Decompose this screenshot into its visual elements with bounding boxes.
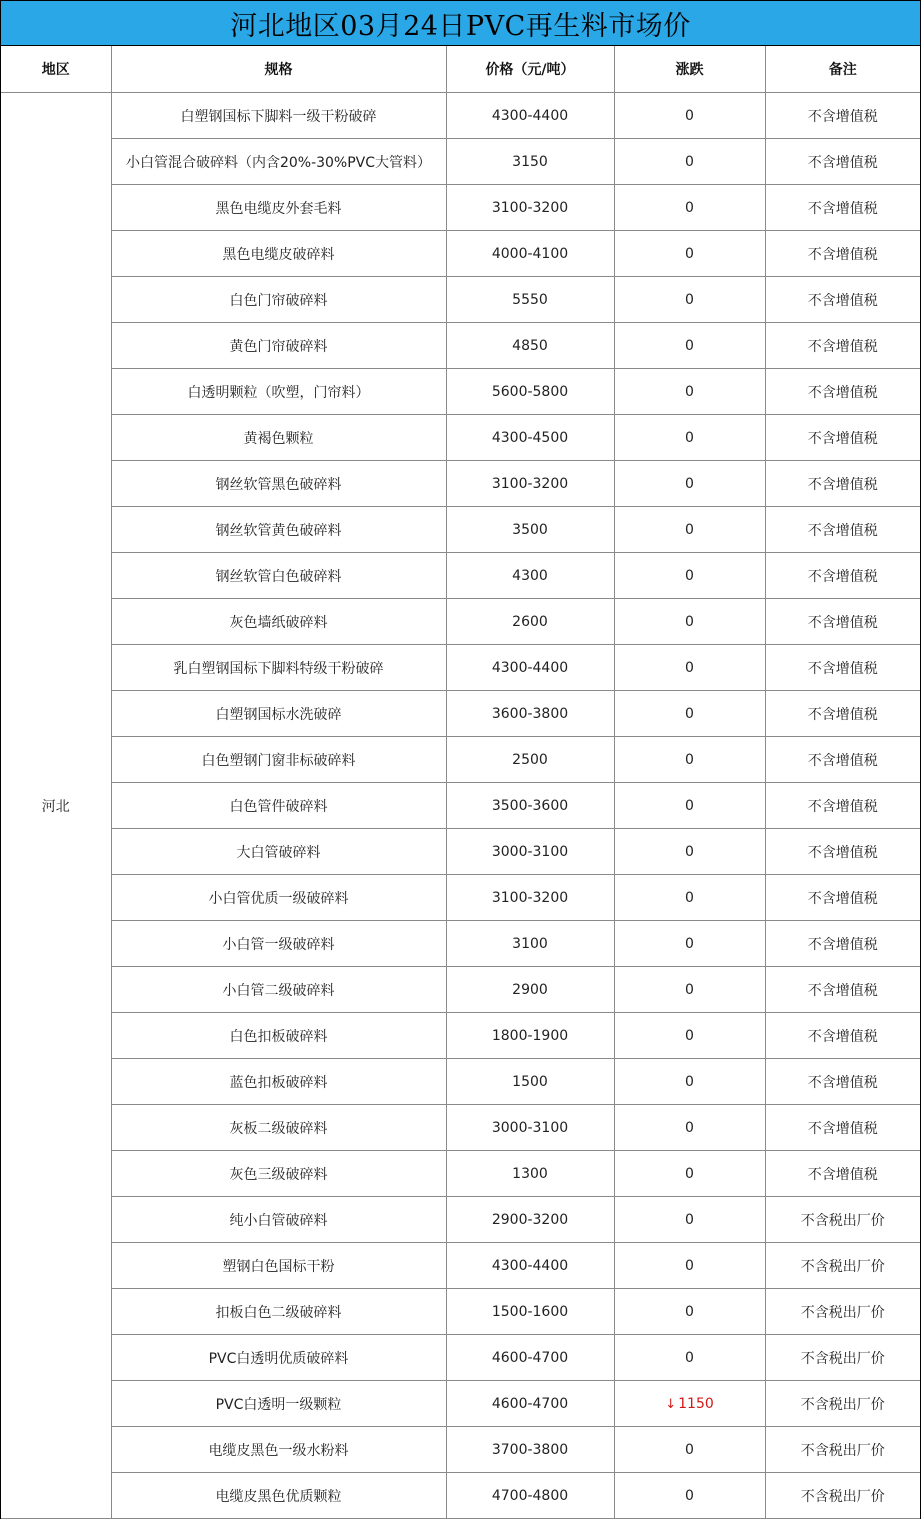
spec-cell: 白色门帘破碎料 bbox=[111, 277, 446, 323]
table-row bbox=[1, 1289, 920, 1335]
note-cell: 不含增值税 bbox=[765, 553, 920, 599]
spec-cell: PVC白透明一级颗粒 bbox=[111, 1381, 446, 1427]
spec-cell: 白塑钢国标下脚料一级干粉破碎 bbox=[111, 93, 446, 139]
spec-cell: 黄色门帘破碎料 bbox=[111, 323, 446, 369]
spec-cell: 小白管混合破碎料（内含20%-30%PVC大管料） bbox=[111, 139, 446, 185]
price-cell: 3100 bbox=[446, 921, 614, 967]
table-row bbox=[1, 139, 920, 185]
note-cell: 不含增值税 bbox=[765, 185, 920, 231]
price-cell: 3100-3200 bbox=[446, 461, 614, 507]
table-row bbox=[1, 231, 920, 277]
price-cell: 3000-3100 bbox=[446, 829, 614, 875]
note-cell: 不含税出厂价 bbox=[765, 1197, 920, 1243]
change-cell: 0 bbox=[614, 1105, 765, 1151]
price-cell: 2900-3200 bbox=[446, 1197, 614, 1243]
table-row bbox=[1, 1335, 920, 1381]
price-cell: 4300 bbox=[446, 553, 614, 599]
spec-cell: 电缆皮黑色优质颗粒 bbox=[111, 1473, 446, 1519]
table-row bbox=[1, 783, 920, 829]
price-cell: 4700-4800 bbox=[446, 1473, 614, 1519]
price-cell: 4850 bbox=[446, 323, 614, 369]
change-cell: 0 bbox=[614, 185, 765, 231]
price-cell: 4300-4400 bbox=[446, 93, 614, 139]
down-arrow-icon: ↓ bbox=[665, 1396, 677, 1412]
region-cell: 河北 bbox=[1, 93, 111, 1519]
note-cell: 不含增值税 bbox=[765, 461, 920, 507]
table-row bbox=[1, 507, 920, 553]
table-row bbox=[1, 1381, 920, 1427]
note-cell: 不含增值税 bbox=[765, 139, 920, 185]
table-row bbox=[1, 1427, 920, 1473]
spec-cell: 大白管破碎料 bbox=[111, 829, 446, 875]
note-cell: 不含增值税 bbox=[765, 1151, 920, 1197]
change-cell: 0 bbox=[614, 553, 765, 599]
note-cell: 不含增值税 bbox=[765, 875, 920, 921]
price-cell: 3500-3600 bbox=[446, 783, 614, 829]
change-cell: 0 bbox=[614, 875, 765, 921]
table-row bbox=[1, 1197, 920, 1243]
spec-cell: 纯小白管破碎料 bbox=[111, 1197, 446, 1243]
change-cell: 0 bbox=[614, 415, 765, 461]
spec-cell: 灰板二级破碎料 bbox=[111, 1105, 446, 1151]
price-cell: 1500-1600 bbox=[446, 1289, 614, 1335]
header-change: 涨跌 bbox=[614, 46, 765, 93]
change-cell: 0 bbox=[614, 829, 765, 875]
table-header-row bbox=[1, 46, 920, 93]
spec-cell: 电缆皮黑色一级水粉料 bbox=[111, 1427, 446, 1473]
price-cell: 3100-3200 bbox=[446, 875, 614, 921]
spec-cell: 乳白塑钢国标下脚料特级干粉破碎 bbox=[111, 645, 446, 691]
price-cell: 4000-4100 bbox=[446, 231, 614, 277]
note-cell: 不含税出厂价 bbox=[765, 1289, 920, 1335]
spec-cell: 黄褐色颗粒 bbox=[111, 415, 446, 461]
table-row bbox=[1, 323, 920, 369]
header-spec: 规格 bbox=[111, 46, 446, 93]
change-cell: 0 bbox=[614, 645, 765, 691]
note-cell: 不含增值税 bbox=[765, 1105, 920, 1151]
table-row bbox=[1, 415, 920, 461]
price-cell: 3000-3100 bbox=[446, 1105, 614, 1151]
change-cell: 0 bbox=[614, 93, 765, 139]
change-cell: 0 bbox=[614, 507, 765, 553]
header-note: 备注 bbox=[765, 46, 920, 93]
spec-cell: 小白管二级破碎料 bbox=[111, 967, 446, 1013]
spec-cell: 蓝色扣板破碎料 bbox=[111, 1059, 446, 1105]
spec-cell: 黑色电缆皮破碎料 bbox=[111, 231, 446, 277]
change-cell: 0 bbox=[614, 1243, 765, 1289]
price-cell: 2600 bbox=[446, 599, 614, 645]
spec-cell: 白色塑钢门窗非标破碎料 bbox=[111, 737, 446, 783]
price-cell: 2500 bbox=[446, 737, 614, 783]
price-cell: 4300-4400 bbox=[446, 645, 614, 691]
spec-cell: 小白管优质一级破碎料 bbox=[111, 875, 446, 921]
table-row bbox=[1, 829, 920, 875]
price-cell: 3100-3200 bbox=[446, 185, 614, 231]
table-row bbox=[1, 369, 920, 415]
price-cell: 4300-4400 bbox=[446, 1243, 614, 1289]
change-cell: 0 bbox=[614, 1289, 765, 1335]
spec-cell: PVC白透明优质破碎料 bbox=[111, 1335, 446, 1381]
change-cell: 0 bbox=[614, 1059, 765, 1105]
note-cell: 不含税出厂价 bbox=[765, 1335, 920, 1381]
note-cell: 不含增值税 bbox=[765, 369, 920, 415]
table-row bbox=[1, 691, 920, 737]
table-row bbox=[1, 1013, 920, 1059]
note-cell: 不含增值税 bbox=[765, 231, 920, 277]
change-value: 1150 bbox=[678, 1395, 714, 1412]
change-cell: 0 bbox=[614, 783, 765, 829]
table-row bbox=[1, 1151, 920, 1197]
note-cell: 不含增值税 bbox=[765, 1059, 920, 1105]
header-region: 地区 bbox=[1, 46, 111, 93]
spec-cell: 白色扣板破碎料 bbox=[111, 1013, 446, 1059]
spec-cell: 钢丝软管白色破碎料 bbox=[111, 553, 446, 599]
spec-cell: 白透明颗粒（吹塑，门帘料） bbox=[111, 369, 446, 415]
change-cell: 0 bbox=[614, 369, 765, 415]
price-cell: 1800-1900 bbox=[446, 1013, 614, 1059]
table-body bbox=[1, 93, 920, 1519]
note-cell: 不含增值税 bbox=[765, 323, 920, 369]
spec-cell: 黑色电缆皮外套毛料 bbox=[111, 185, 446, 231]
table-row bbox=[1, 1243, 920, 1289]
change-cell: 0 bbox=[614, 1013, 765, 1059]
change-cell: 0 bbox=[614, 1151, 765, 1197]
table-row bbox=[1, 1473, 920, 1519]
price-cell: 4300-4500 bbox=[446, 415, 614, 461]
price-cell: 4600-4700 bbox=[446, 1335, 614, 1381]
note-cell: 不含税出厂价 bbox=[765, 1243, 920, 1289]
note-cell: 不含增值税 bbox=[765, 1013, 920, 1059]
note-cell: 不含增值税 bbox=[765, 93, 920, 139]
table-row bbox=[1, 875, 920, 921]
table-row bbox=[1, 921, 920, 967]
table-row bbox=[1, 1059, 920, 1105]
note-cell: 不含增值税 bbox=[765, 921, 920, 967]
note-cell: 不含增值税 bbox=[765, 691, 920, 737]
table-row bbox=[1, 599, 920, 645]
change-cell: 0 bbox=[614, 599, 765, 645]
price-cell: 1500 bbox=[446, 1059, 614, 1105]
change-cell: 0 bbox=[614, 737, 765, 783]
spec-cell: 灰色三级破碎料 bbox=[111, 1151, 446, 1197]
price-cell: 3150 bbox=[446, 139, 614, 185]
change-cell: 0 bbox=[614, 1427, 765, 1473]
spec-cell: 小白管一级破碎料 bbox=[111, 921, 446, 967]
note-cell: 不含增值税 bbox=[765, 599, 920, 645]
note-cell: 不含增值税 bbox=[765, 967, 920, 1013]
note-cell: 不含增值税 bbox=[765, 645, 920, 691]
price-table bbox=[1, 46, 920, 1519]
table-row bbox=[1, 1105, 920, 1151]
price-cell: 5550 bbox=[446, 277, 614, 323]
change-cell: 0 bbox=[614, 461, 765, 507]
note-cell: 不含增值税 bbox=[765, 507, 920, 553]
table-row bbox=[1, 185, 920, 231]
table-row bbox=[1, 461, 920, 507]
note-cell: 不含增值税 bbox=[765, 783, 920, 829]
note-cell: 不含增值税 bbox=[765, 277, 920, 323]
note-cell: 不含税出厂价 bbox=[765, 1381, 920, 1427]
change-cell bbox=[614, 1381, 765, 1427]
change-cell: 0 bbox=[614, 691, 765, 737]
change-cell: 0 bbox=[614, 139, 765, 185]
spec-cell: 灰色墙纸破碎料 bbox=[111, 599, 446, 645]
price-cell: 3700-3800 bbox=[446, 1427, 614, 1473]
change-cell: 0 bbox=[614, 1335, 765, 1381]
table-row bbox=[1, 553, 920, 599]
spec-cell: 塑钢白色国标干粉 bbox=[111, 1243, 446, 1289]
price-cell: 1300 bbox=[446, 1151, 614, 1197]
spec-cell: 钢丝软管黑色破碎料 bbox=[111, 461, 446, 507]
price-cell: 2900 bbox=[446, 967, 614, 1013]
price-cell: 3500 bbox=[446, 507, 614, 553]
note-cell: 不含增值税 bbox=[765, 737, 920, 783]
table-row bbox=[1, 737, 920, 783]
spec-cell: 钢丝软管黄色破碎料 bbox=[111, 507, 446, 553]
price-cell: 5600-5800 bbox=[446, 369, 614, 415]
change-cell: 0 bbox=[614, 277, 765, 323]
price-cell: 4600-4700 bbox=[446, 1381, 614, 1427]
note-cell: 不含增值税 bbox=[765, 415, 920, 461]
table-row bbox=[1, 93, 920, 139]
change-cell: 0 bbox=[614, 967, 765, 1013]
table-row bbox=[1, 277, 920, 323]
spec-cell: 白色管件破碎料 bbox=[111, 783, 446, 829]
table-row bbox=[1, 645, 920, 691]
change-cell: 0 bbox=[614, 231, 765, 277]
change-cell: 0 bbox=[614, 323, 765, 369]
page-title: 河北地区03月24日PVC再生料市场价 bbox=[1, 0, 920, 46]
change-cell: 0 bbox=[614, 1473, 765, 1519]
header-price: 价格（元/吨） bbox=[446, 46, 614, 93]
change-cell: 0 bbox=[614, 1197, 765, 1243]
price-cell: 3600-3800 bbox=[446, 691, 614, 737]
note-cell: 不含税出厂价 bbox=[765, 1427, 920, 1473]
spec-cell: 扣板白色二级破碎料 bbox=[111, 1289, 446, 1335]
change-cell: 0 bbox=[614, 921, 765, 967]
table-row bbox=[1, 967, 920, 1013]
spec-cell: 白塑钢国标水洗破碎 bbox=[111, 691, 446, 737]
note-cell: 不含增值税 bbox=[765, 829, 920, 875]
note-cell: 不含税出厂价 bbox=[765, 1473, 920, 1519]
